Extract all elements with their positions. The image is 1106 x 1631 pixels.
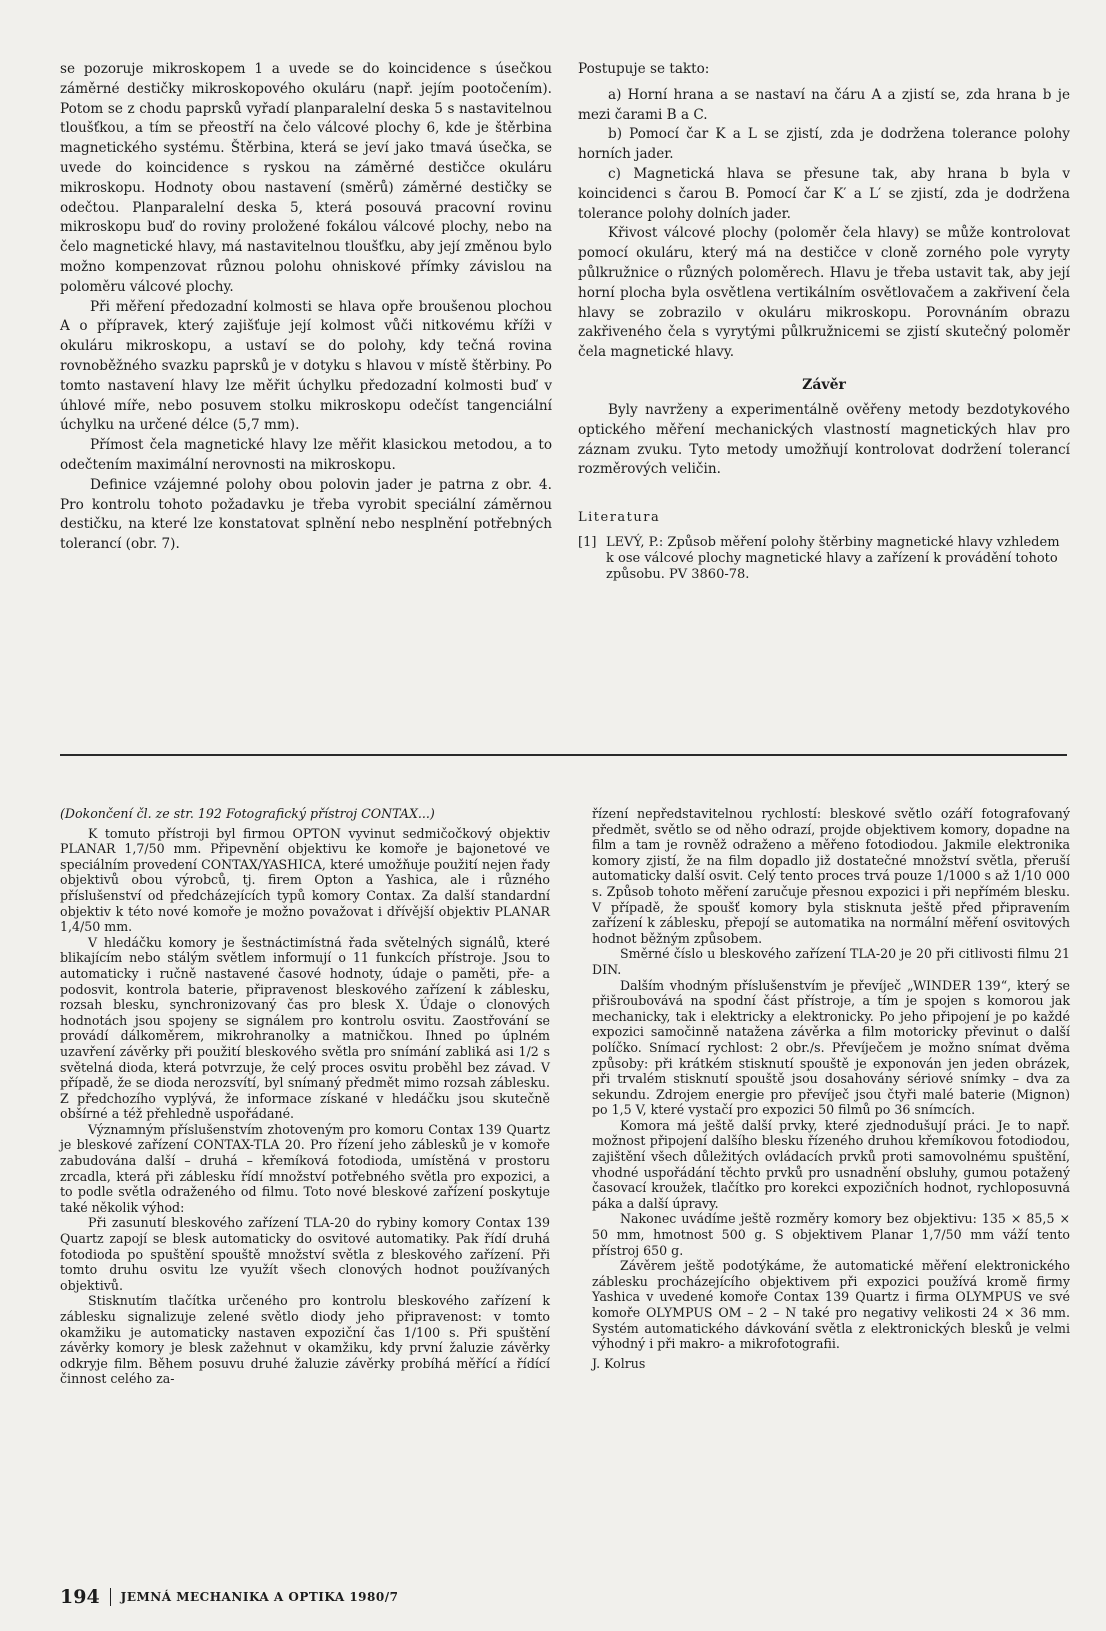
procedure-step: b) Pomocí čar K a L se zjistí, zda je dodržena tolerance polohy horních jader. <box>578 126 1070 163</box>
paragraph: Směrné číslo u bleskového zařízení TLA-20 je 20 při citlivosti filmu 21 DIN. <box>592 946 1070 977</box>
paragraph: Významným příslušenstvím zhotoveným pro komoru Contax 139 Quartz je bleskové zařízení CONTAX-TLA 20. Pro řízení jeho záblesků je v komoře zabudována další – druhá – křemíková fotodioda, umístěná v prostoru zrcadla, která při záblesku řídí množství potřebného světla pro expozici, a to podle světla odraženého od filmu. Toto nové bleskové zařízení poskytuje také několik výhod: <box>60 1121 550 1215</box>
page-footer <box>60 1586 398 1608</box>
paragraph: Při měření předozadní kolmosti se hlava opře broušenou plochou A o přípravek, který zajišťuje její kolmost vůči nitkovému kříži v okuláru mikroskopu, a ustaví se do polohy, kdy tečná rovina rovnoběžného svazku paprsků je v dotyku s hlavou v místě štěrbiny. Po tomto nastavení hlavy lze měřit úchylku předozadní kolmosti buď v úhlové míře, nebo posuvem stolku mikroskopu odečíst tangenciální úchylku na určené délce (5,7 mm). <box>60 298 552 434</box>
procedure-intro: Postupuje se takto: <box>578 61 710 77</box>
article-column-right <box>578 60 1070 583</box>
procedure-step: c) Magnetická hlava se přesune tak, aby hrana b byla v koincidenci s čarou B. Pomocí čar K′ a L′ se zjistí, zda je dodržena tolerance polohy dolních jader. <box>578 165 1070 222</box>
contax-article-left <box>60 806 550 1387</box>
journal-title: JEMNÁ MECHANIKA A OPTIKA 1980/7 <box>120 1590 399 1604</box>
paragraph: V hledáčku komory je šestnáctimístná řada světelných signálů, které blikajícím nebo stálým světlem informují o 11 funkcích přístroje. Jsou to automaticky i ručně nastavené časové hodnoty, údaje o paměti, pře- a podosvit, kontrola baterie, připravenost bleskového zařízení k záblesku, rozsah blesku, synchronizovaný čas pro blesk X. Údaje o clonových hodnotách jsou spojeny se signálem pro kontrolu osvitu. Zaostřování se provádí dálkoměrem, mikrohranolky a matničkou. Ihned po úplném uzavření závěrky při použití bleskového světla pro snímání zabliká asi 1/2 s světelná dioda, která potvrzuje, že celý proces osvitu proběhl bez závad. V případě, že se dioda nerozsvítí, byl snímaný předmět mimo rozsah záblesku. Z předchozího vyplývá, že informace získané v hledáčku jsou skutečně obšírné a též přehledně uspořádané. <box>60 934 550 1122</box>
paragraph: Dalším vhodným příslušenstvím je převíječ „WINDER 139“, který se přišroubovává na spodní část přístroje, a tím je spojen s komorou jak mechanicky, tak i elektricky a elektronicky. Po jeho připojení je po každé expozici samočinně natažena závěrka a film motoricky převinut o další políčko. Snímací rychlost: 2 obr./s. Převíječem je možno snímat dvěma způsoby: při krátkém stisknutí spouště je exponován jen jeden obrázek, při trvalém stisknutí spouště jsou dosahovány sériové snímky – dva za sekundu. Zdrojem energie pro převíječ jsou čtyři malé baterie (Mignon) po 1,5 V, které vystačí pro expozici 50 filmů po 36 snímcích. <box>592 977 1070 1118</box>
author-signature: J. Kolrus <box>592 1355 646 1371</box>
paragraph: Závěrem ještě podotýkáme, že automatické měření elektronického záblesku procházejícího objektivem při expozici používá kromě firmy Yashica v uvedené komoře Contax 139 Quartz i firma OLYMPUS ve své komoře OLYMPUS OM – 2 – N také pro negativy velikosti 24 × 36 mm. Systém automatického dávkování světla z elektronických blesků je velmi výhodný i při makro- a mikrofotografii. <box>592 1258 1070 1352</box>
paragraph: Křivost válcové plochy (poloměr čela hlavy) se může kontrolovat pomocí okuláru, který má na destičce v cloně zorného pole vyryty půlkružnice o různých poloměrech. Hlavu je třeba ustavit tak, aby její horní plocha byla osvětlena vertikálním osvětlovačem a zakřivení čela hlavy se zobrazilo v okuláru mikroskopu. Porovnáním obrazu zakřiveného čela s vyrytými půlkružnicemi se zjistí skutečný poloměr čela magnetické hlavy. <box>578 225 1070 361</box>
paragraph: Stisknutím tlačítka určeného pro kontrolu bleskového zařízení k záblesku signalizuje zelené světlo diody jeho připravenost: v tomto okamžiku je automaticky nastaven expoziční čas 1/100 s. Při spuštění závěrky komory je blesk zažehnut v okamžiku, kdy první žaluzie závěrky odkryje film. Během posuvu druhé žaluzie závěrky probíhá měřící a řídící činnost celého za- <box>60 1293 550 1387</box>
continuation-header: (Dokončení čl. ze str. 192 Fotografický přístroj CONTAX...) <box>60 806 435 821</box>
reference-number: [1] <box>578 535 597 551</box>
paragraph: Komora má ještě další prvky, které zjednodušují práci. Je to např. možnost připojení dalšího blesku řízeného druhou křemíkovou fotodiodou, zajištění všech důležitých ovládacích prvků proti samovolnému spuštění, vhodné uspořádání těchto prvků pro usnadnění obsluhy, gumou potažený časovací kroužek, tlačítko pro korekci expozičních hodnot, rychloposuvná páka a další úpravy. <box>592 1117 1070 1211</box>
paragraph: řízení nepředstavitelnou rychlostí: bleskové světlo ozáří fotografovaný předmět, světlo se od něho odrazí, projde objektivem komory, dopadne na film a tam je rovněž odraženo a měřeno fotodiodou. Jakmile elektronika komory zjistí, že na film dopadlo již dostatečné množství světla, přeruší automaticky další osvit. Celý tento proces trvá pouze 1/1000 s až 1/10 000 s. Způsob tohoto měření zaručuje přesnou expozici i při nepřímém blesku. V případě, že spoušť komory byla stisknuta ještě před připravením zařízení k záblesku, přepojí se automatika na normální měření osvitových hodnot běžným způsobem. <box>592 806 1070 946</box>
conclusion-text: Byly navrženy a experimentálně ověřeny metody bezdotykového optického měření mechanických vlastností magnetických hlav pro záznam zvuku. Tyto metody umožňují kontrolovat dodržení tolerancí rozměrových veličin. <box>578 401 1070 478</box>
conclusion-heading: Závěr <box>802 376 846 393</box>
section-divider <box>60 754 1067 756</box>
reference-text: LEVÝ, P.: Způsob měření polohy štěrbiny magnetické hlavy vzhledem k ose válcové plochy magnetické hlavy a zařízení k provádění tohoto způsobu. PV 3860-78. <box>606 535 1060 583</box>
paragraph: Přímost čela magnetické hlavy lze měřit klasickou metodou, a to odečtením maximální nerovnosti na mikroskopu. <box>60 437 552 473</box>
procedure-step: a) Horní hrana a se nastaví na čáru A a zjistí se, zda hrana b je mezi čarami B a C. <box>578 86 1070 123</box>
contax-article-right <box>592 806 1070 1371</box>
paragraph: se pozoruje mikroskopem 1 a uvede se do koincidence s úsečkou záměrné destičky mikroskopového okuláru (např. jejím pootočením). Potom se z chodu paprsků vyřadí planparalelní deska 5 s nastavitelnou tloušťkou, a tím se přeostří na čelo válcové plochy 6, kde je štěrbina magnetického systému. Štěrbina, která se jeví jako tmavá úsečka, se uvede do koincidence s ryskou na záměrné destičce okuláru mikroskopu. Hodnoty obou nastavení (směrů) záměrné destičky se odečtou. Planparalelní deska 5, která posouvá pracovní rovinu mikroskopu buď do roviny proložené fokálou válcové plochy, nebo na čelo magnetické hlavy, má nastavitelnou tloušťku, aby její změnou bylo možno kompenzovat různou polohu ohniskové přímky závislou na poloměru válcové plochy. <box>60 61 552 295</box>
literature-heading: Literatura <box>578 510 661 526</box>
article-column-left <box>60 60 552 555</box>
paragraph: Nakonec uvádíme ještě rozměry komory bez objektivu: 135 × 85,5 × 50 mm, hmotnost 500 g. S objektivem Planar 1,7/50 mm váží tento přístroj 650 g. <box>592 1211 1070 1258</box>
page-number: 194 <box>60 1586 100 1608</box>
paragraph: Definice vzájemné polohy obou polovin jader je patrna z obr. 4. Pro kontrolu tohoto požadavku je třeba vyrobit speciální záměrnou destičku, na které lze konstatovat splnění nebo nesplnění potřebných tolerancí (obr. 7). <box>60 476 552 553</box>
footer-divider <box>110 1588 111 1606</box>
paragraph: Při zasunutí bleskového zařízení TLA-20 do rybiny komory Contax 139 Quartz zapojí se blesk automaticky do osvitové automatiky. Pak řídí druhá fotodioda po spuštění spouště množství světla z bleskového zařízení. Při tomto druhu osvitu lze využít všech clonových hodnot používaných objektivů. <box>60 1215 550 1293</box>
paragraph: K tomuto přístroji byl firmou OPTON vyvinut sedmičočkový objektiv PLANAR 1,7/50 mm. Připevnění objektivu ke komoře je bajonetové ve speciálním provedení CONTAX/YASHICA, které umožňuje použití nejen řady objektivů obou výrobců, tj. firem Opton a Yashica, ale i různého příslušenství od předcházejících typů komory Contax. Za další standardní objektiv k této nové komoře je možno považovat i dřívější objektiv PLANAR 1,4/50 mm. <box>60 825 550 935</box>
reference-item <box>578 535 1070 583</box>
